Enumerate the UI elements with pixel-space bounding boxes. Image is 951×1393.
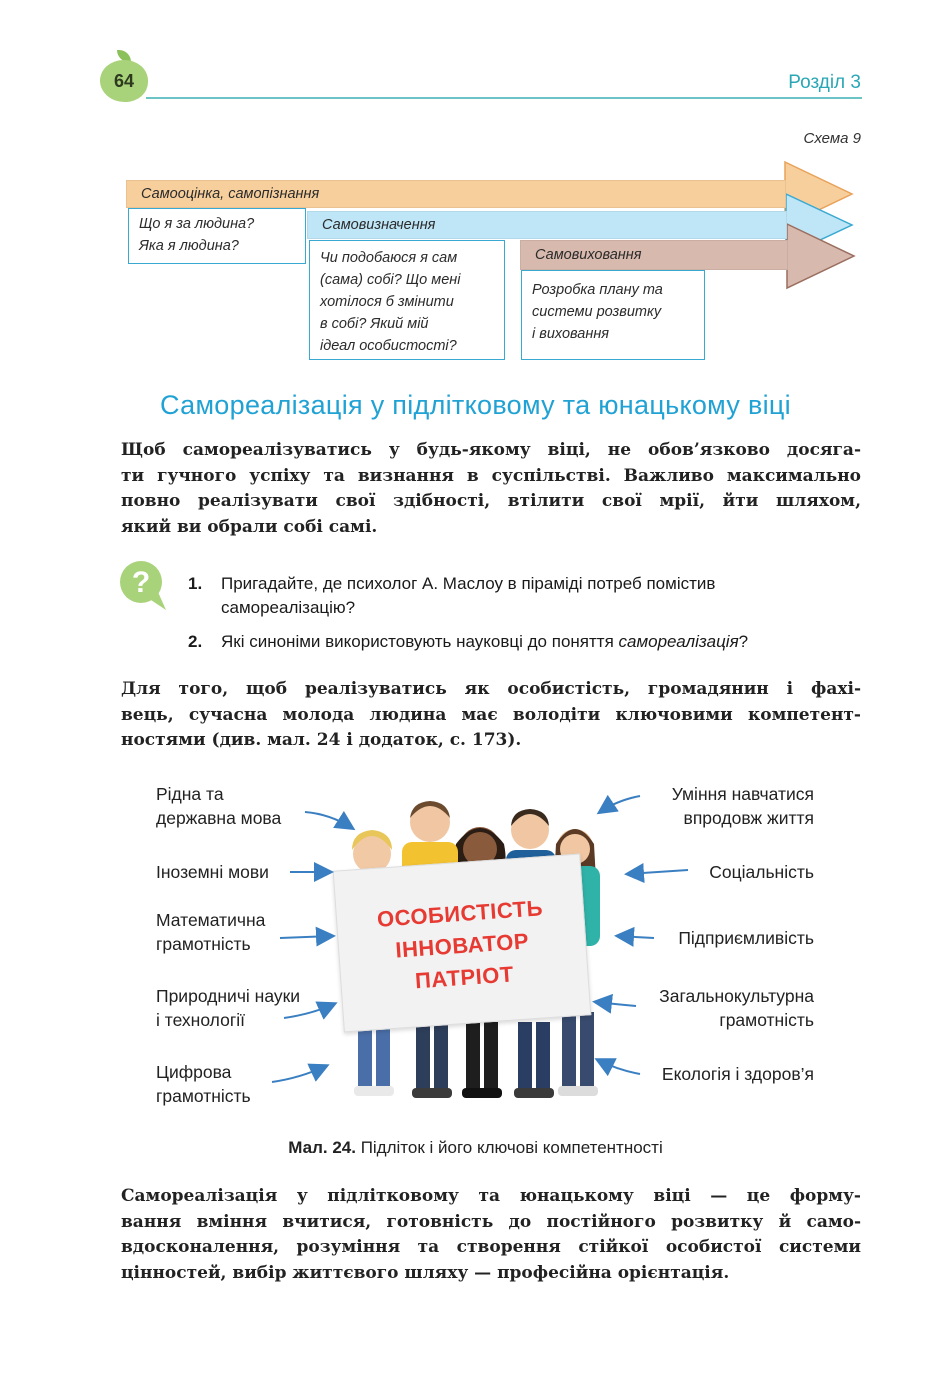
paragraph-line: ностями (див. мал. 24 і додаток, с. 173).: [121, 730, 522, 750]
paragraph-line: вдосконалення, розуміння та створення стійкої особистої системи: [121, 1237, 861, 1257]
competency-label: Рідна та: [156, 784, 224, 804]
competency-label: Іноземні мови: [156, 862, 269, 882]
competency-social: [709, 860, 814, 884]
competency-label: Цифрова: [156, 1062, 232, 1082]
stage1-line: Що я за людина?: [139, 216, 255, 232]
competency-culture: [659, 984, 814, 1032]
paragraph-line: Для того, щоб реалізуватись як особистість, громадянин і фахі-: [121, 679, 861, 699]
competency-label: грамотність: [156, 1086, 251, 1106]
question-line: самореалізацію?: [221, 598, 356, 617]
paragraph-definition: [121, 1184, 861, 1286]
sign-word: ОСОБИСТІСТЬ: [376, 895, 544, 932]
caption-text: Підліток і його ключові компетентності: [360, 1138, 663, 1157]
section-title: Самореалізація у підлітковому та юнацькому віці: [160, 390, 791, 420]
competency-label: Природничі науки: [156, 986, 301, 1006]
competency-label: Уміння навчатися: [671, 784, 814, 804]
question-text: Які синоніми використовують науковці до поняття: [221, 632, 619, 651]
section-label: Розділ 3: [788, 72, 861, 93]
competency-label: грамотність: [156, 934, 251, 954]
stage3-line: і виховання: [532, 326, 610, 342]
scheme-label: Схема 9: [803, 130, 861, 147]
competency-ecology: [662, 1062, 814, 1086]
competency-label: Математична: [156, 910, 266, 930]
paragraph-line: цінностей, вибір життєвого шляху — професійна орієнтація.: [121, 1262, 730, 1283]
paragraph-line: вання вміння вчитися, готовність до постійного розвитку й само-: [121, 1211, 861, 1232]
paragraph-line: який ви обрали собі самі.: [121, 516, 378, 537]
competency-lifelong-learning: [672, 782, 814, 830]
question-emphasis: самореалізація: [618, 632, 739, 651]
sign-word: ПАТРІОТ: [414, 961, 515, 994]
competency-label: Підприємливість: [678, 928, 814, 948]
sign-word: ІННОВАТОР: [394, 928, 530, 963]
competency-science: [156, 984, 300, 1032]
stage2-line: Чи подобаюся я сам: [320, 250, 458, 266]
competency-label: Екологія і здоров’я: [661, 1064, 814, 1084]
competency-label: і технології: [156, 1010, 245, 1030]
svg-text:?: ?: [131, 566, 151, 599]
competency-math: [156, 908, 265, 956]
stage2-line: в собі? Який мій: [320, 316, 429, 332]
question-number: 1.: [188, 574, 203, 593]
question-line: Пригадайте, де психолог А. Маслоу в піраміді потреб помістив: [221, 574, 716, 593]
competency-label: Загальнокультурна: [659, 986, 814, 1006]
paragraph-line: повно реалізувати свої здібності, втілити свої мрії, йти шляхом,: [121, 491, 861, 511]
stage2-title: Самовизначення: [322, 217, 436, 233]
paragraph-line: Самореалізація у підлітковому та юнацькому віці — це форму-: [121, 1186, 861, 1206]
paragraph-line: ти гучного успіху та визнання в суспільстві. Важливо максимально: [121, 465, 861, 486]
question-suffix: ?: [738, 632, 749, 651]
stage1-title: Самооцінка, самопізнання: [141, 186, 320, 202]
stage2-line: хотілося б змінити: [320, 294, 454, 310]
question-number: 2.: [188, 632, 203, 651]
figure-caption: [0, 1138, 951, 1158]
caption-number: Мал. 24.: [288, 1138, 356, 1157]
page-number: 64: [113, 70, 135, 91]
competency-label: грамотність: [719, 1010, 814, 1030]
paragraph-line: Щоб самореалізуватись у будь-якому віці, не обов’язково досяга-: [121, 440, 861, 460]
competency-entrepreneurship: [678, 926, 814, 950]
stage1-line: Яка я людина?: [139, 238, 239, 254]
stage2-line: (сама) собі? Що мені: [320, 272, 461, 288]
competency-label: державна мова: [156, 808, 282, 828]
competency-label: впродовж життя: [683, 808, 814, 828]
competency-label: Соціальність: [709, 862, 814, 882]
stage3-line: системи розвитку: [532, 304, 662, 320]
competency-foreign-languages: [156, 860, 269, 884]
paragraph-line: вець, сучасна молода людина має володіти ключовими компетент-: [121, 704, 861, 725]
competency-native-language: [156, 782, 281, 830]
competency-digital: [156, 1060, 251, 1108]
stage2-line: ідеал особистості?: [320, 338, 457, 354]
stage3-line: Розробка плану та: [532, 282, 663, 298]
stage3-title: Самовиховання: [535, 247, 642, 263]
